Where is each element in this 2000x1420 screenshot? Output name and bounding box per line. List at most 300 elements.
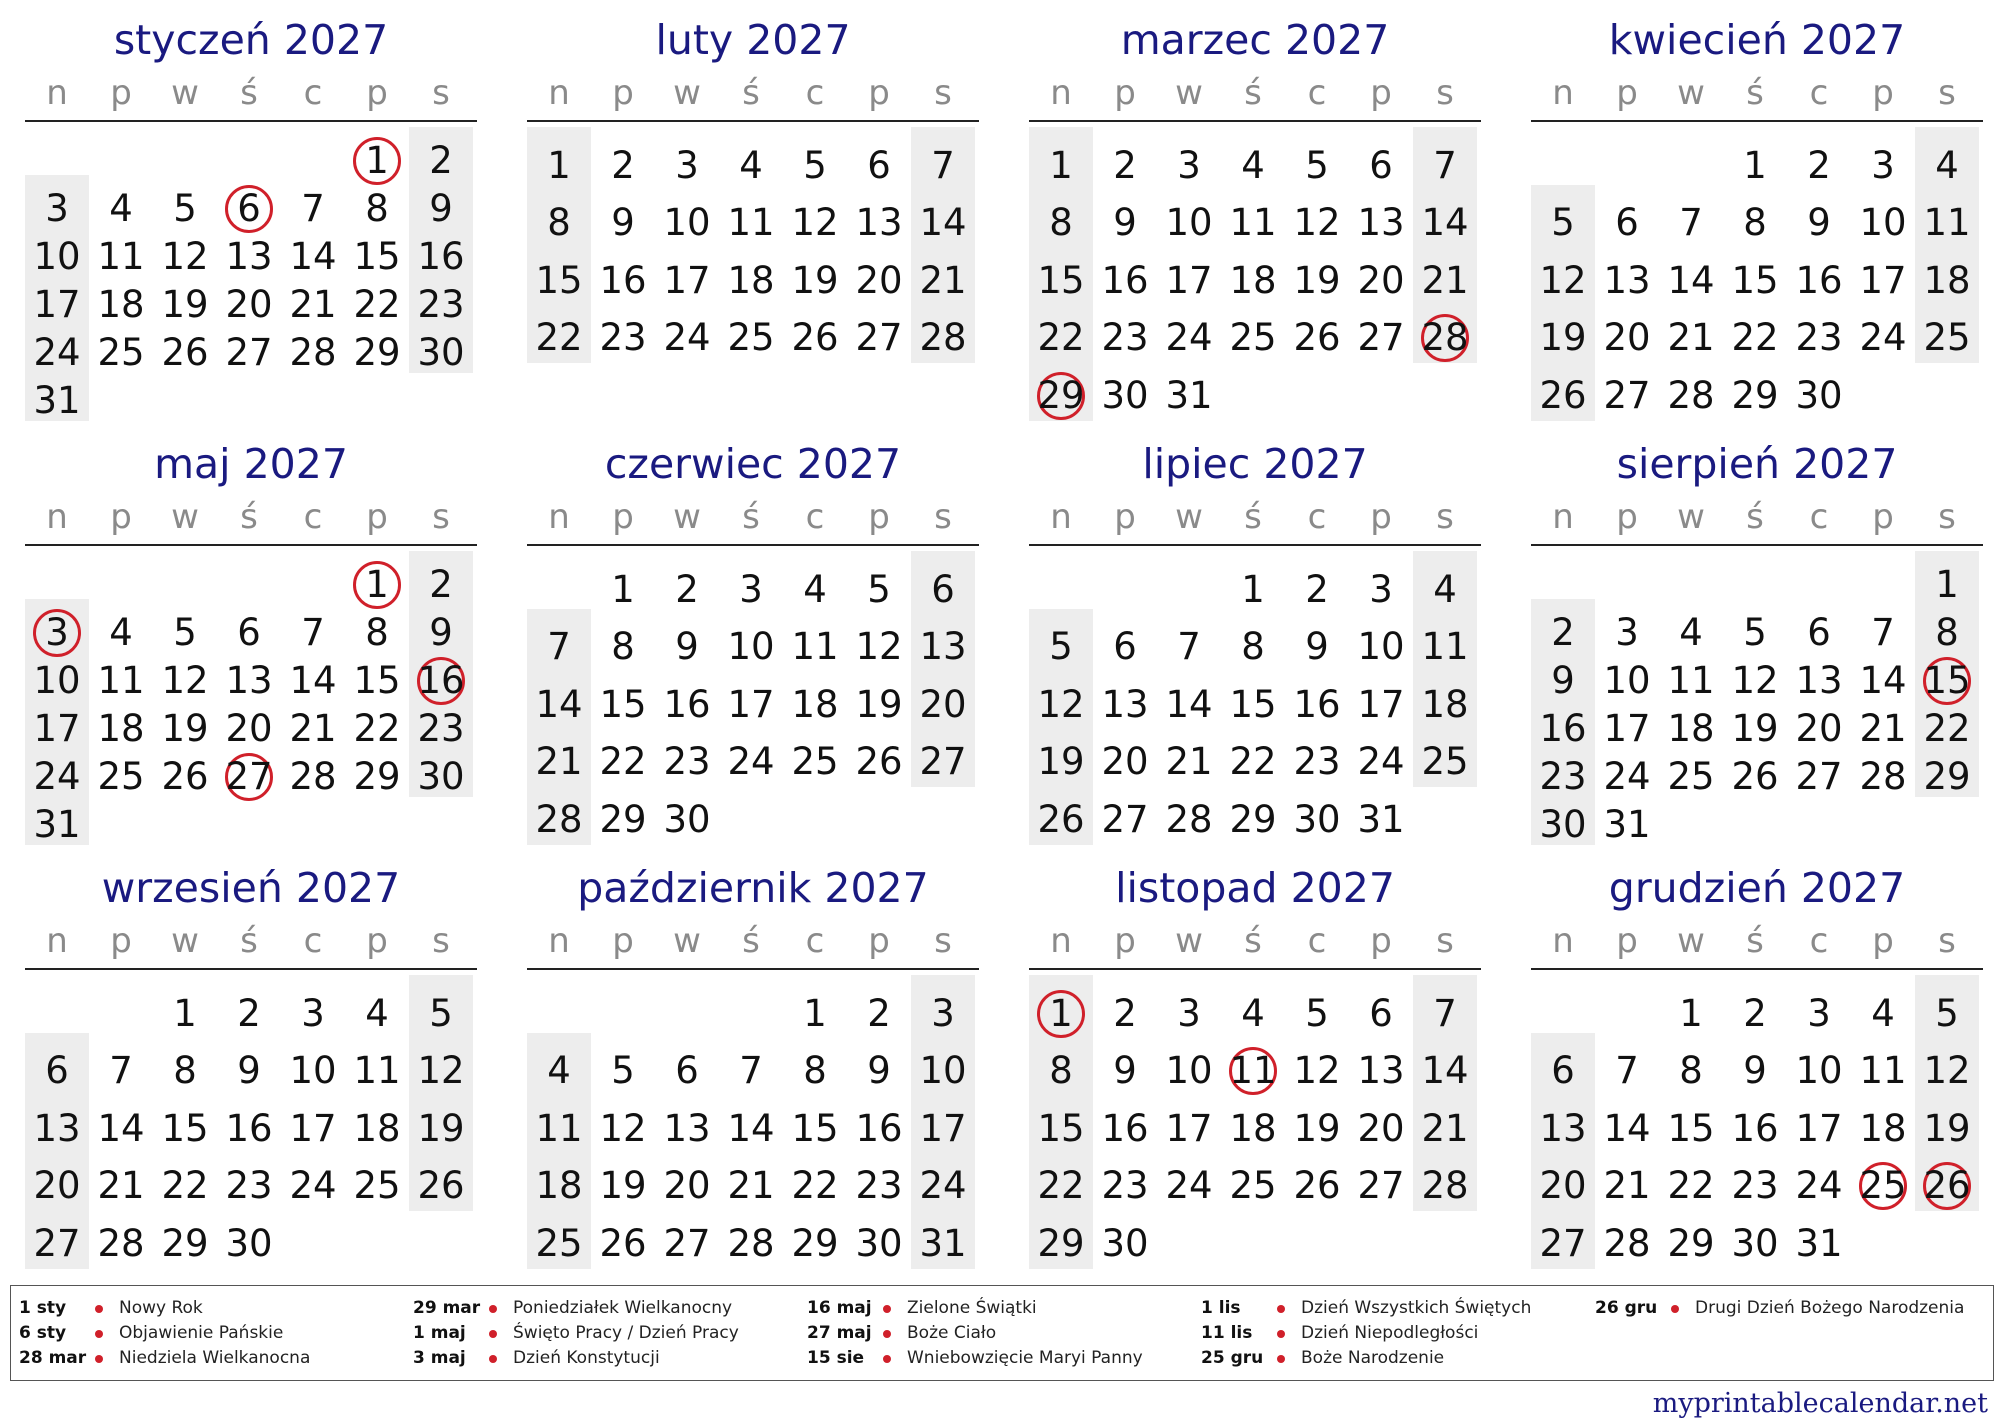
day-cell: 10	[1859, 201, 1907, 245]
day-cell: 24	[1165, 316, 1213, 360]
day-cell: 20	[1357, 258, 1405, 302]
day-cell: 27	[919, 740, 967, 784]
weekday-header: ś	[240, 73, 258, 113]
day-cell: 5	[611, 1049, 635, 1093]
bullet-dot-icon	[95, 1305, 103, 1313]
weekday-header: ś	[1244, 921, 1262, 961]
legend-date: 6 sty	[19, 1323, 67, 1343]
day-cell: 7	[739, 1049, 763, 1093]
weekday-header: s	[1436, 497, 1454, 537]
legend-column	[1595, 1296, 1975, 1321]
header-rule	[527, 120, 979, 122]
day-cell: 23	[599, 316, 647, 360]
legend-date: 29 mar	[413, 1298, 481, 1318]
day-cell: 25	[1859, 1164, 1907, 1208]
month-block	[25, 864, 477, 1268]
day-cell: 19	[161, 707, 209, 750]
day-cell: 15	[161, 1106, 209, 1150]
day-cell: 22	[1037, 1164, 1085, 1208]
month-block	[25, 16, 477, 422]
day-cell: 30	[855, 1221, 903, 1265]
header-rule	[1029, 120, 1481, 122]
day-cell: 3	[45, 611, 69, 654]
day-cell: 19	[1923, 1106, 1971, 1150]
legend-holiday-name: Boże Narodzenie	[1301, 1348, 1445, 1368]
day-cell: 20	[225, 707, 273, 750]
weekday-header: p	[612, 73, 634, 113]
day-cell: 29	[1229, 797, 1277, 841]
weekday-header: w	[1677, 73, 1705, 113]
month-block	[1531, 16, 1983, 420]
weekday-header: c	[303, 497, 323, 537]
day-cell: 13	[1539, 1106, 1587, 1150]
day-cell: 8	[611, 625, 635, 669]
day-cell: 30	[225, 1221, 273, 1265]
day-cell: 17	[33, 707, 81, 750]
weekday-header: c	[1809, 921, 1829, 961]
day-cell: 21	[289, 707, 337, 750]
day-cell: 10	[1165, 201, 1213, 245]
day-cell: 5	[867, 567, 891, 611]
weekday-header: n	[1552, 497, 1574, 537]
bullet-dot-icon	[1277, 1355, 1285, 1363]
day-cell: 31	[33, 803, 81, 846]
day-cell: 29	[353, 331, 401, 374]
day-cell: 15	[599, 682, 647, 726]
holiday-legend	[10, 1285, 1994, 1381]
day-cell: 18	[1229, 1106, 1277, 1150]
day-cell: 18	[1923, 258, 1971, 302]
weekday-header: c	[805, 921, 825, 961]
day-cell: 6	[867, 143, 891, 187]
header-rule	[1531, 968, 1983, 970]
day-cell: 25	[791, 740, 839, 784]
day-cell: 30	[1795, 373, 1843, 417]
day-cell: 26	[791, 316, 839, 360]
weekday-header: ś	[742, 497, 760, 537]
legend-holiday-name: Dzień Konstytucji	[513, 1348, 660, 1368]
day-cell: 2	[1551, 611, 1575, 654]
day-cell: 20	[33, 1164, 81, 1208]
legend-date: 15 sie	[807, 1348, 865, 1368]
day-cell: 23	[1795, 316, 1843, 360]
legend-item	[807, 1296, 1187, 1321]
day-cell: 2	[675, 567, 699, 611]
day-cell: 30	[417, 331, 465, 374]
weekday-header: w	[673, 497, 701, 537]
day-cell: 28	[97, 1221, 145, 1265]
day-cell: 17	[1165, 1106, 1213, 1150]
day-cell: 17	[289, 1106, 337, 1150]
day-cell: 17	[1165, 258, 1213, 302]
day-cell: 22	[791, 1164, 839, 1208]
day-cell: 27	[1357, 316, 1405, 360]
weekday-header: p	[1370, 921, 1392, 961]
day-cell: 8	[1679, 1049, 1703, 1093]
day-cell: 15	[353, 659, 401, 702]
weekday-header: c	[1307, 921, 1327, 961]
legend-item	[19, 1296, 399, 1321]
day-cell: 18	[1229, 258, 1277, 302]
day-cell: 4	[1679, 611, 1703, 654]
day-cell: 24	[289, 1164, 337, 1208]
day-cell: 4	[1433, 567, 1457, 611]
weekday-header: p	[612, 921, 634, 961]
day-cell: 14	[727, 1106, 775, 1150]
day-cell: 9	[675, 625, 699, 669]
day-cell: 25	[353, 1164, 401, 1208]
day-cell: 28	[289, 755, 337, 798]
day-cell: 27	[1101, 797, 1149, 841]
month-block	[1531, 440, 1983, 846]
day-cell: 19	[1731, 707, 1779, 750]
day-cell: 5	[173, 187, 197, 230]
day-cell: 4	[547, 1049, 571, 1093]
day-cell: 3	[1177, 143, 1201, 187]
day-cell: 8	[547, 201, 571, 245]
day-cell: 4	[1871, 991, 1895, 1035]
day-cell: 11	[1859, 1049, 1907, 1093]
day-cell: 23	[855, 1164, 903, 1208]
day-cell: 18	[1667, 707, 1715, 750]
day-cell: 1	[1049, 991, 1073, 1035]
day-cell: 12	[417, 1049, 465, 1093]
day-cell: 22	[353, 283, 401, 326]
day-cell: 4	[365, 991, 389, 1035]
day-cell: 19	[417, 1106, 465, 1150]
day-cell: 17	[727, 682, 775, 726]
weekday-header: w	[1175, 921, 1203, 961]
day-cell: 30	[1539, 803, 1587, 846]
day-cell: 29	[1037, 373, 1085, 417]
day-cell: 5	[173, 611, 197, 654]
weekday-header: s	[1938, 73, 1956, 113]
weekday-header: p	[868, 73, 890, 113]
header-rule	[25, 120, 477, 122]
day-cell: 7	[1177, 625, 1201, 669]
legend-column	[413, 1296, 793, 1371]
weekday-header: p	[1616, 921, 1638, 961]
day-cell: 21	[289, 283, 337, 326]
day-cell: 13	[663, 1106, 711, 1150]
weekday-header: n	[1552, 921, 1574, 961]
month-block	[1029, 440, 1481, 844]
weekday-header: w	[673, 73, 701, 113]
day-cell: 7	[301, 611, 325, 654]
day-cell: 7	[547, 625, 571, 669]
day-cell: 23	[225, 1164, 273, 1208]
month-title: październik 2027	[577, 864, 929, 912]
day-cell: 13	[855, 201, 903, 245]
header-rule	[1531, 544, 1983, 546]
day-cell: 20	[1795, 707, 1843, 750]
weekday-header: p	[110, 497, 132, 537]
day-cell: 29	[1923, 755, 1971, 798]
day-cell: 11	[353, 1049, 401, 1093]
day-cell: 17	[919, 1106, 967, 1150]
weekday-header: p	[1872, 73, 1894, 113]
day-cell: 2	[1113, 143, 1137, 187]
day-cell: 18	[97, 707, 145, 750]
weekday-header: w	[1175, 73, 1203, 113]
day-cell: 1	[611, 567, 635, 611]
bullet-dot-icon	[489, 1355, 497, 1363]
day-cell: 9	[237, 1049, 261, 1093]
day-cell: 5	[1551, 201, 1575, 245]
day-cell: 28	[289, 331, 337, 374]
month-title: lipiec 2027	[1142, 440, 1368, 488]
day-cell: 23	[1293, 740, 1341, 784]
day-cell: 5	[1305, 991, 1329, 1035]
day-cell: 2	[1305, 567, 1329, 611]
day-cell: 9	[429, 187, 453, 230]
day-cell: 24	[1357, 740, 1405, 784]
day-cell: 23	[417, 283, 465, 326]
day-cell: 9	[1113, 1049, 1137, 1093]
day-cell: 13	[1603, 258, 1651, 302]
day-cell: 14	[535, 682, 583, 726]
day-cell: 3	[931, 991, 955, 1035]
day-cell: 8	[1241, 625, 1265, 669]
weekday-header: w	[673, 921, 701, 961]
day-cell: 12	[1037, 682, 1085, 726]
day-cell: 20	[855, 258, 903, 302]
day-cell: 12	[599, 1106, 647, 1150]
day-cell: 19	[161, 283, 209, 326]
day-cell: 19	[791, 258, 839, 302]
legend-item	[413, 1296, 793, 1321]
day-cell: 15	[1229, 682, 1277, 726]
day-cell: 3	[1369, 567, 1393, 611]
day-cell: 25	[97, 755, 145, 798]
weekday-header: p	[868, 921, 890, 961]
day-cell: 11	[1229, 201, 1277, 245]
day-cell: 14	[1421, 1049, 1469, 1093]
day-cell: 27	[663, 1221, 711, 1265]
day-cell: 19	[1293, 258, 1341, 302]
day-cell: 22	[1923, 707, 1971, 750]
day-cell: 13	[919, 625, 967, 669]
day-cell: 8	[1743, 201, 1767, 245]
day-cell: 25	[97, 331, 145, 374]
legend-date: 26 gru	[1595, 1298, 1658, 1318]
day-cell: 14	[1859, 659, 1907, 702]
day-cell: 19	[1293, 1106, 1341, 1150]
day-cell: 6	[237, 611, 261, 654]
legend-holiday-name: Boże Ciało	[907, 1323, 997, 1343]
weekday-header: s	[432, 921, 450, 961]
legend-date: 11 lis	[1201, 1323, 1253, 1343]
day-cell: 6	[931, 567, 955, 611]
day-cell: 24	[1795, 1164, 1843, 1208]
day-cell: 7	[301, 187, 325, 230]
day-cell: 16	[1731, 1106, 1779, 1150]
legend-item	[413, 1346, 793, 1371]
day-cell: 14	[1603, 1106, 1651, 1150]
legend-holiday-name: Dzień Wszystkich Świętych	[1301, 1298, 1532, 1318]
day-cell: 6	[1551, 1049, 1575, 1093]
day-cell: 20	[1101, 740, 1149, 784]
legend-item	[1201, 1296, 1581, 1321]
day-cell: 15	[535, 258, 583, 302]
day-cell: 17	[1859, 258, 1907, 302]
day-cell: 23	[663, 740, 711, 784]
day-cell: 16	[417, 235, 465, 278]
weekday-header: n	[1552, 73, 1574, 113]
day-cell: 1	[1241, 567, 1265, 611]
day-cell: 4	[803, 567, 827, 611]
day-cell: 20	[1603, 316, 1651, 360]
day-cell: 8	[365, 187, 389, 230]
day-cell: 7	[1615, 1049, 1639, 1093]
day-cell: 8	[1935, 611, 1959, 654]
day-cell: 9	[611, 201, 635, 245]
legend-holiday-name: Poniedziałek Wielkanocny	[513, 1298, 733, 1318]
weekday-header: p	[1114, 73, 1136, 113]
day-cell: 18	[97, 283, 145, 326]
day-cell: 27	[1795, 755, 1843, 798]
weekday-header: c	[1307, 497, 1327, 537]
day-cell: 16	[599, 258, 647, 302]
weekday-header: s	[934, 921, 952, 961]
day-cell: 24	[1859, 316, 1907, 360]
site-watermark: myprintablecalendar.net	[1652, 1388, 1988, 1419]
legend-column	[1201, 1296, 1581, 1371]
day-cell: 21	[1165, 740, 1213, 784]
legend-item	[19, 1321, 399, 1346]
day-cell: 18	[1421, 682, 1469, 726]
day-cell: 2	[611, 143, 635, 187]
day-cell: 29	[1731, 373, 1779, 417]
day-cell: 6	[237, 187, 261, 230]
legend-date: 1 sty	[19, 1298, 67, 1318]
day-cell: 24	[663, 316, 711, 360]
day-cell: 15	[791, 1106, 839, 1150]
weekday-header: w	[171, 497, 199, 537]
legend-date: 27 maj	[807, 1323, 872, 1343]
day-cell: 31	[1795, 1221, 1843, 1265]
legend-holiday-name: Zielone Świątki	[907, 1298, 1037, 1318]
header-rule	[1531, 120, 1983, 122]
day-cell: 31	[919, 1221, 967, 1265]
day-cell: 30	[1101, 1221, 1149, 1265]
day-cell: 11	[1667, 659, 1715, 702]
day-cell: 24	[919, 1164, 967, 1208]
bullet-dot-icon	[883, 1355, 891, 1363]
legend-item	[807, 1321, 1187, 1346]
day-cell: 7	[109, 1049, 133, 1093]
day-cell: 3	[45, 187, 69, 230]
day-cell: 19	[855, 682, 903, 726]
legend-holiday-name: Nowy Rok	[119, 1298, 203, 1318]
day-cell: 30	[663, 797, 711, 841]
weekday-header: c	[303, 921, 323, 961]
day-cell: 9	[1113, 201, 1137, 245]
day-cell: 21	[1421, 1106, 1469, 1150]
day-cell: 20	[663, 1164, 711, 1208]
day-cell: 12	[1293, 201, 1341, 245]
day-cell: 5	[1935, 991, 1959, 1035]
day-cell: 21	[919, 258, 967, 302]
day-cell: 12	[1539, 258, 1587, 302]
day-cell: 4	[1241, 991, 1265, 1035]
day-cell: 27	[855, 316, 903, 360]
day-cell: 10	[33, 235, 81, 278]
day-cell: 8	[1049, 201, 1073, 245]
day-cell: 26	[1539, 373, 1587, 417]
day-cell: 9	[1551, 659, 1575, 702]
day-cell: 22	[161, 1164, 209, 1208]
day-cell: 20	[1539, 1164, 1587, 1208]
day-cell: 10	[1795, 1049, 1843, 1093]
day-cell: 21	[535, 740, 583, 784]
weekday-header: c	[805, 73, 825, 113]
weekday-header: c	[805, 497, 825, 537]
day-cell: 31	[33, 379, 81, 422]
legend-item	[1201, 1346, 1581, 1371]
weekday-header: ś	[240, 497, 258, 537]
day-cell: 7	[1679, 201, 1703, 245]
day-cell: 26	[1731, 755, 1779, 798]
weekday-header: p	[612, 497, 634, 537]
day-cell: 25	[1923, 316, 1971, 360]
weekday-header: n	[548, 921, 570, 961]
weekday-header: p	[1114, 921, 1136, 961]
day-cell: 22	[1667, 1164, 1715, 1208]
weekday-header: s	[1938, 921, 1956, 961]
month-block	[527, 864, 979, 1268]
legend-date: 1 maj	[413, 1323, 466, 1343]
day-cell: 29	[1667, 1221, 1715, 1265]
day-cell: 11	[97, 235, 145, 278]
day-cell: 11	[791, 625, 839, 669]
weekday-header: p	[1370, 73, 1392, 113]
day-cell: 8	[1049, 1049, 1073, 1093]
day-cell: 14	[1165, 682, 1213, 726]
legend-item	[1201, 1321, 1581, 1346]
weekday-header: ś	[742, 921, 760, 961]
day-cell: 14	[1421, 201, 1469, 245]
weekday-header: c	[1809, 497, 1829, 537]
bullet-dot-icon	[95, 1330, 103, 1338]
day-cell: 27	[33, 1221, 81, 1265]
day-cell: 14	[289, 235, 337, 278]
day-cell: 13	[225, 235, 273, 278]
legend-date: 16 maj	[807, 1298, 872, 1318]
day-cell: 1	[1935, 563, 1959, 606]
weekday-header: ś	[1746, 921, 1764, 961]
weekday-header: n	[1050, 497, 1072, 537]
day-cell: 5	[429, 991, 453, 1035]
day-cell: 3	[675, 143, 699, 187]
day-cell: 21	[1421, 258, 1469, 302]
bullet-dot-icon	[489, 1305, 497, 1313]
day-cell: 1	[365, 139, 389, 182]
day-cell: 15	[1667, 1106, 1715, 1150]
day-cell: 13	[1795, 659, 1843, 702]
day-cell: 22	[1731, 316, 1779, 360]
day-cell: 3	[739, 567, 763, 611]
weekday-header: p	[366, 73, 388, 113]
day-cell: 6	[1113, 625, 1137, 669]
weekday-header: n	[46, 921, 68, 961]
day-cell: 9	[867, 1049, 891, 1093]
day-cell: 12	[791, 201, 839, 245]
day-cell: 22	[1037, 316, 1085, 360]
day-cell: 2	[1113, 991, 1137, 1035]
legend-item	[807, 1346, 1187, 1371]
day-cell: 1	[1049, 143, 1073, 187]
